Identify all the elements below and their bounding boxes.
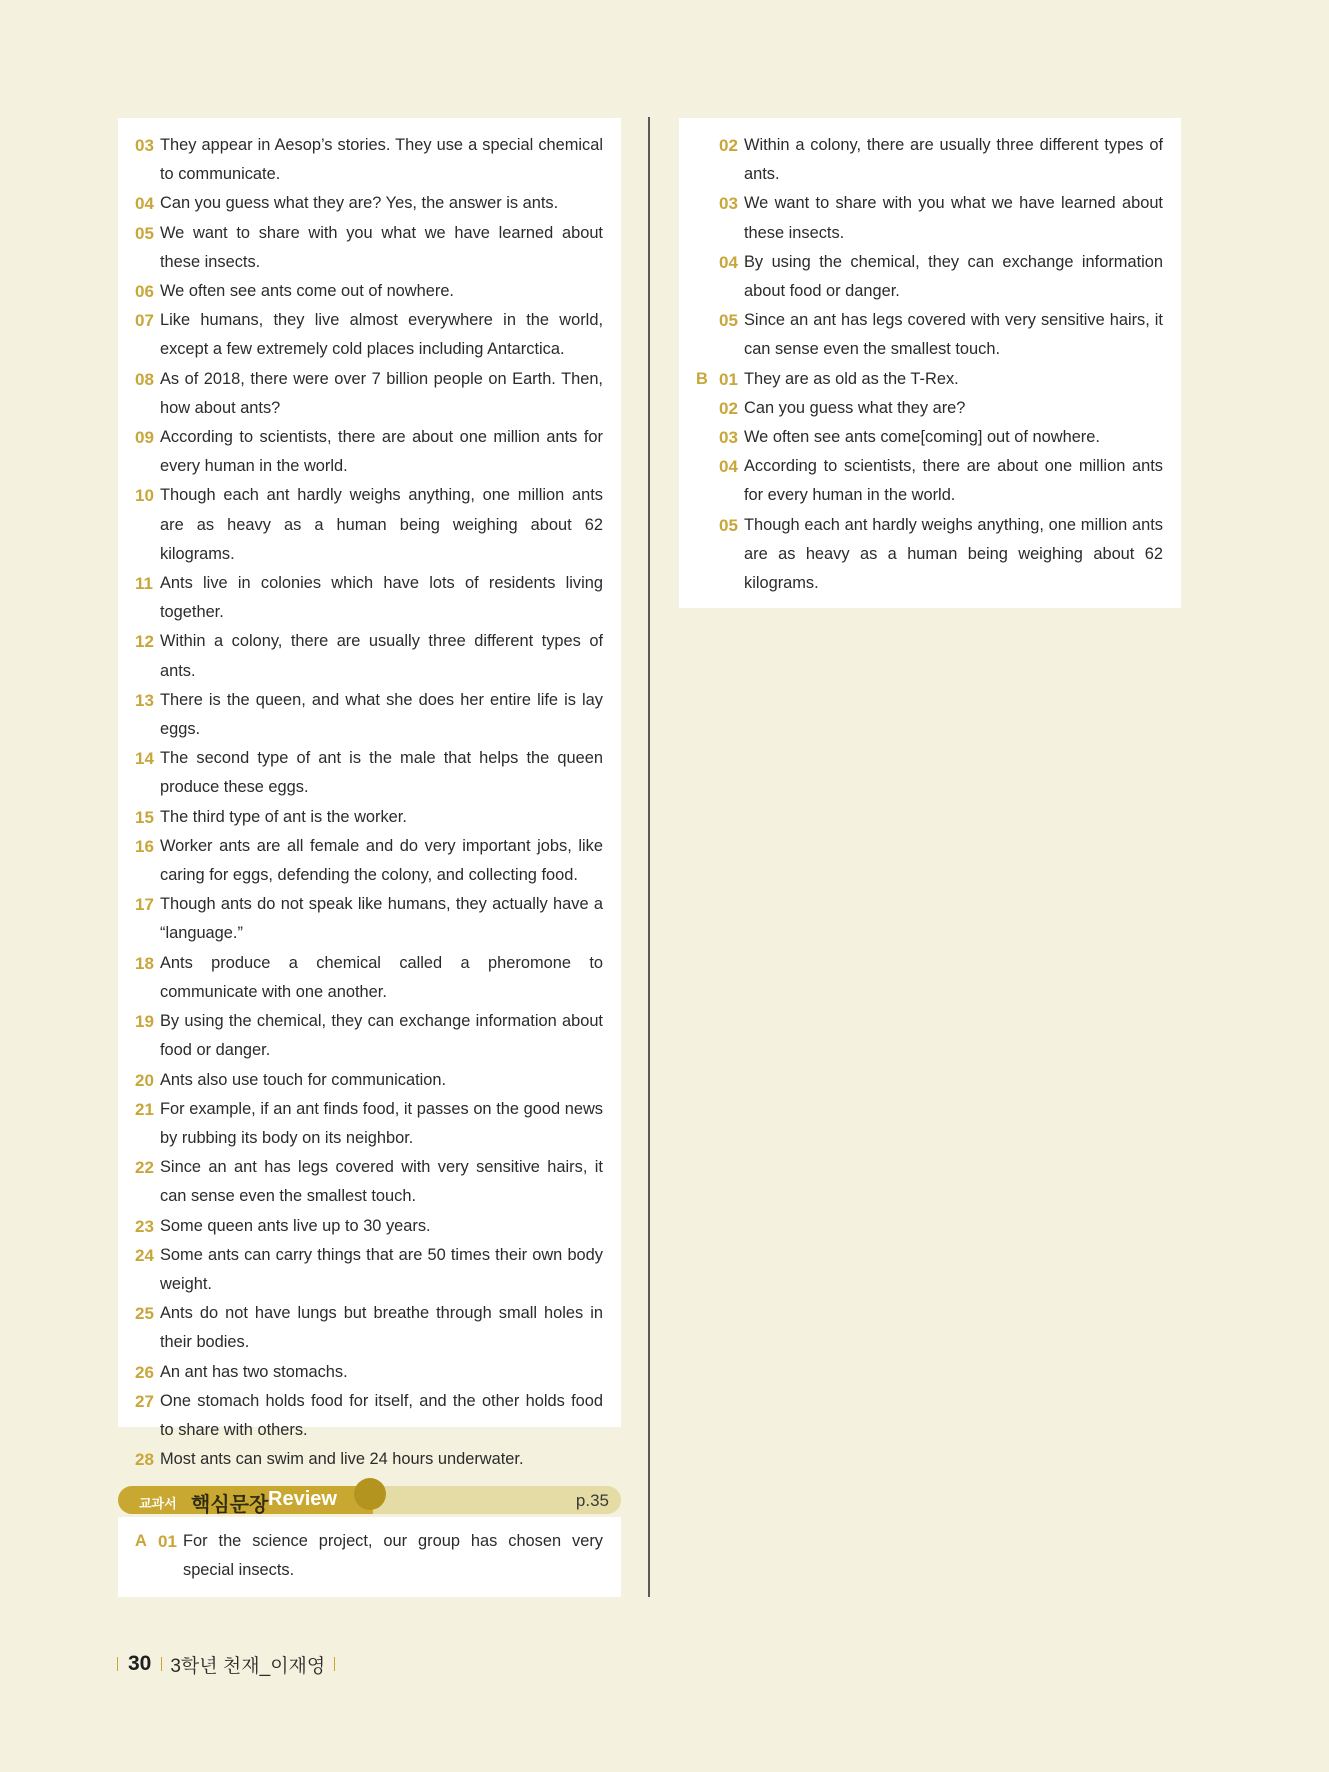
- sentence-number: 18: [135, 953, 154, 973]
- page-footer: [117, 1651, 335, 1677]
- sentence-item: [135, 1007, 603, 1065]
- sentence-item: [135, 1445, 603, 1474]
- review-item: [135, 1527, 603, 1585]
- sentence-number: 24: [135, 1245, 154, 1265]
- sentence-text: According to scientists, there are about one million ants for every human in the world.: [160, 428, 603, 476]
- sentence-number: 05: [719, 515, 738, 535]
- sentence-number: 08: [135, 369, 154, 389]
- sentence-text: The third type of ant is the worker.: [160, 807, 407, 826]
- banner-label-review: Review: [268, 1488, 337, 1510]
- sentence-item: [135, 1387, 603, 1445]
- sentence-text: For example, if an ant finds food, it passes on the good news by rubbing its body on its neighbor.: [160, 1099, 603, 1147]
- sentence-item: [135, 1095, 603, 1153]
- sentence-number: 28: [135, 1450, 154, 1470]
- section-letter: B: [696, 369, 708, 388]
- sentence-number: 25: [135, 1304, 154, 1324]
- sentence-number: 21: [135, 1099, 154, 1119]
- sentence-text: Within a colony, there are usually three different types of ants.: [744, 136, 1163, 184]
- sentence-number: 03: [719, 428, 738, 448]
- sentence-text: Though each ant hardly weighs anything, one million ants are as heavy as a human being weighing about 62 kilograms.: [744, 515, 1163, 593]
- sentence-item: [135, 627, 603, 685]
- sentence-item: [135, 1241, 603, 1299]
- sentence-text: There is the queen, and what she does her entire life is lay eggs.: [160, 690, 603, 739]
- sentence-item: [135, 744, 603, 802]
- section-letter: [696, 131, 719, 189]
- sentence-item: [135, 1299, 603, 1357]
- sentence-number: 04: [719, 457, 738, 477]
- sentence-number: 16: [135, 836, 154, 856]
- footer-separator: [161, 1657, 162, 1671]
- sentence-text: One stomach holds food for itself, and the other holds food to share with others.: [160, 1391, 603, 1439]
- sentence-number: 01: [158, 1532, 177, 1551]
- sentence-item: [135, 1066, 603, 1095]
- sentence-number: 07: [135, 311, 154, 331]
- sentence-text: We want to share with you what we have learned about these insects.: [744, 194, 1163, 242]
- review-item: [696, 452, 1163, 510]
- sentence-number: 14: [135, 749, 154, 769]
- sentence-number: 15: [135, 807, 154, 827]
- right-sentence-panel: [679, 118, 1181, 608]
- sentence-number: 19: [135, 1012, 154, 1032]
- banner-circle-decoration: [354, 1478, 386, 1510]
- review-item: [696, 511, 1163, 599]
- section-letter: [696, 452, 719, 510]
- sentence-number: 02: [719, 136, 738, 155]
- banner-label-main: 핵심문장: [191, 1494, 269, 1516]
- sentence-number: 13: [135, 690, 154, 710]
- sentence-item: [135, 365, 603, 423]
- sentence-text: An ant has two stomachs.: [160, 1362, 348, 1381]
- sentence-item: [135, 1212, 603, 1241]
- sentence-text: They are as old as the T-Rex.: [744, 369, 959, 388]
- sentence-text: Ants produce a chemical called a pheromone to communicate with one another.: [160, 953, 603, 1001]
- sentence-number: 23: [135, 1216, 154, 1236]
- sentence-number: 05: [719, 311, 738, 331]
- sentence-text: By using the chemical, they can exchange information about food or danger.: [744, 252, 1163, 301]
- sentence-number: 17: [135, 895, 154, 915]
- sentence-text: Since an ant has legs covered with very sensitive hairs, it can sense even the smallest touch.: [744, 311, 1163, 359]
- section-letter: [696, 394, 719, 423]
- sentence-item: [135, 890, 603, 948]
- sentence-number: 12: [135, 632, 154, 652]
- sentence-text: Though each ant hardly weighs anything, one million ants are as heavy as a human being weighing about 62 kilograms.: [160, 486, 603, 563]
- banner-label-small: 교과서: [139, 1496, 177, 1511]
- sentence-number: 06: [135, 282, 154, 302]
- sentence-number: 03: [719, 194, 738, 214]
- sentence-number: 11: [135, 574, 153, 594]
- sentence-number: 04: [719, 252, 738, 272]
- review-panel: [118, 1517, 621, 1597]
- sentence-text: Like humans, they live almost everywhere in the world, except a few extremely cold places including Antarctica.: [160, 311, 603, 359]
- sentence-text: Can you guess what they are? Yes, the answer is ants.: [160, 194, 559, 213]
- sentence-item: [135, 1358, 603, 1387]
- sentence-item: [135, 306, 603, 364]
- review-item: [696, 131, 1163, 189]
- sentence-text: Since an ant has legs covered with very sensitive hairs, it can sense even the smallest touch.: [160, 1158, 603, 1206]
- sentence-number: 20: [135, 1070, 154, 1090]
- sentence-item: [135, 131, 603, 189]
- sentence-item: [135, 569, 603, 627]
- sentence-text: Some ants can carry things that are 50 times their own body weight.: [160, 1245, 603, 1293]
- sentence-item: [135, 219, 603, 277]
- banner-page-reference: p.35: [575, 1491, 609, 1510]
- sentence-text: We want to share with you what we have learned about these insects.: [160, 223, 603, 271]
- sentence-text: They appear in Aesop’s stories. They use a special chemical to communicate.: [160, 136, 603, 184]
- review-item: [696, 365, 1163, 394]
- review-item: [696, 248, 1163, 306]
- sentence-number: 02: [719, 398, 738, 418]
- sentence-number: 10: [135, 486, 154, 506]
- section-letter: [696, 306, 719, 364]
- sentence-text: The second type of ant is the male that helps the queen produce these eggs.: [160, 749, 603, 797]
- sentence-text: We often see ants come[coming] out of nowhere.: [744, 428, 1100, 447]
- sentence-item: [135, 832, 603, 890]
- sentence-text: Ants also use touch for communication.: [160, 1070, 447, 1089]
- sentence-text: Ants do not have lungs but breathe through small holes in their bodies.: [160, 1304, 603, 1352]
- sentence-item: [135, 686, 603, 744]
- sentence-number: 03: [135, 136, 154, 155]
- column-divider: [648, 117, 650, 1597]
- sentence-item: [135, 423, 603, 481]
- book-title: 3학년 천재_이재영: [170, 1655, 326, 1677]
- sentence-text: Worker ants are all female and do very important jobs, like caring for eggs, defending the colony, and collecting food.: [160, 836, 603, 885]
- review-item: [696, 306, 1163, 364]
- sentence-text: Most ants can swim and live 24 hours underwater.: [160, 1450, 524, 1469]
- sentence-text: Ants live in colonies which have lots of residents living together.: [160, 574, 603, 622]
- sentence-item: [135, 1153, 603, 1211]
- footer-separator: [117, 1657, 118, 1671]
- sentence-item: [135, 803, 603, 832]
- sentence-text: As of 2018, there were over 7 billion people on Earth. Then, how about ants?: [160, 369, 603, 417]
- sentence-item: [135, 189, 603, 218]
- section-letter: [696, 423, 719, 452]
- section-letter: [696, 189, 719, 247]
- sentence-text: According to scientists, there are about one million ants for every human in the world.: [744, 457, 1163, 505]
- sentence-text: Though ants do not speak like humans, they actually have a “language.”: [160, 895, 603, 943]
- page-number: 30: [128, 1652, 152, 1675]
- sentence-number: 05: [135, 223, 154, 243]
- sentence-number: 22: [135, 1158, 154, 1178]
- review-item: [696, 189, 1163, 247]
- sentence-number: 26: [135, 1362, 154, 1382]
- sentence-item: [135, 949, 603, 1007]
- sentence-item: [135, 277, 603, 306]
- left-sentence-panel: [118, 118, 621, 1470]
- section-letter: A: [135, 1532, 147, 1550]
- sentence-text: For the science project, our group has chosen very special insects.: [183, 1532, 603, 1580]
- review-item: [696, 394, 1163, 423]
- sentence-text: Can you guess what they are?: [744, 398, 966, 417]
- section-letter: [696, 511, 719, 599]
- sentence-text: We often see ants come out of nowhere.: [160, 282, 454, 301]
- sentence-number: 01: [719, 369, 738, 389]
- section-letter: [696, 248, 719, 306]
- sentence-number: 27: [135, 1391, 154, 1411]
- sentence-text: Some queen ants live up to 30 years.: [160, 1216, 431, 1235]
- sentence-number: 04: [135, 194, 154, 214]
- sentence-text: By using the chemical, they can exchange information about food or danger.: [160, 1012, 603, 1060]
- footer-separator: [334, 1657, 335, 1671]
- sentence-text: Within a colony, there are usually three different types of ants.: [160, 632, 603, 680]
- review-banner: [118, 1484, 621, 1516]
- review-item: [696, 423, 1163, 452]
- sentence-number: 09: [135, 428, 154, 448]
- sentence-item: [135, 481, 603, 569]
